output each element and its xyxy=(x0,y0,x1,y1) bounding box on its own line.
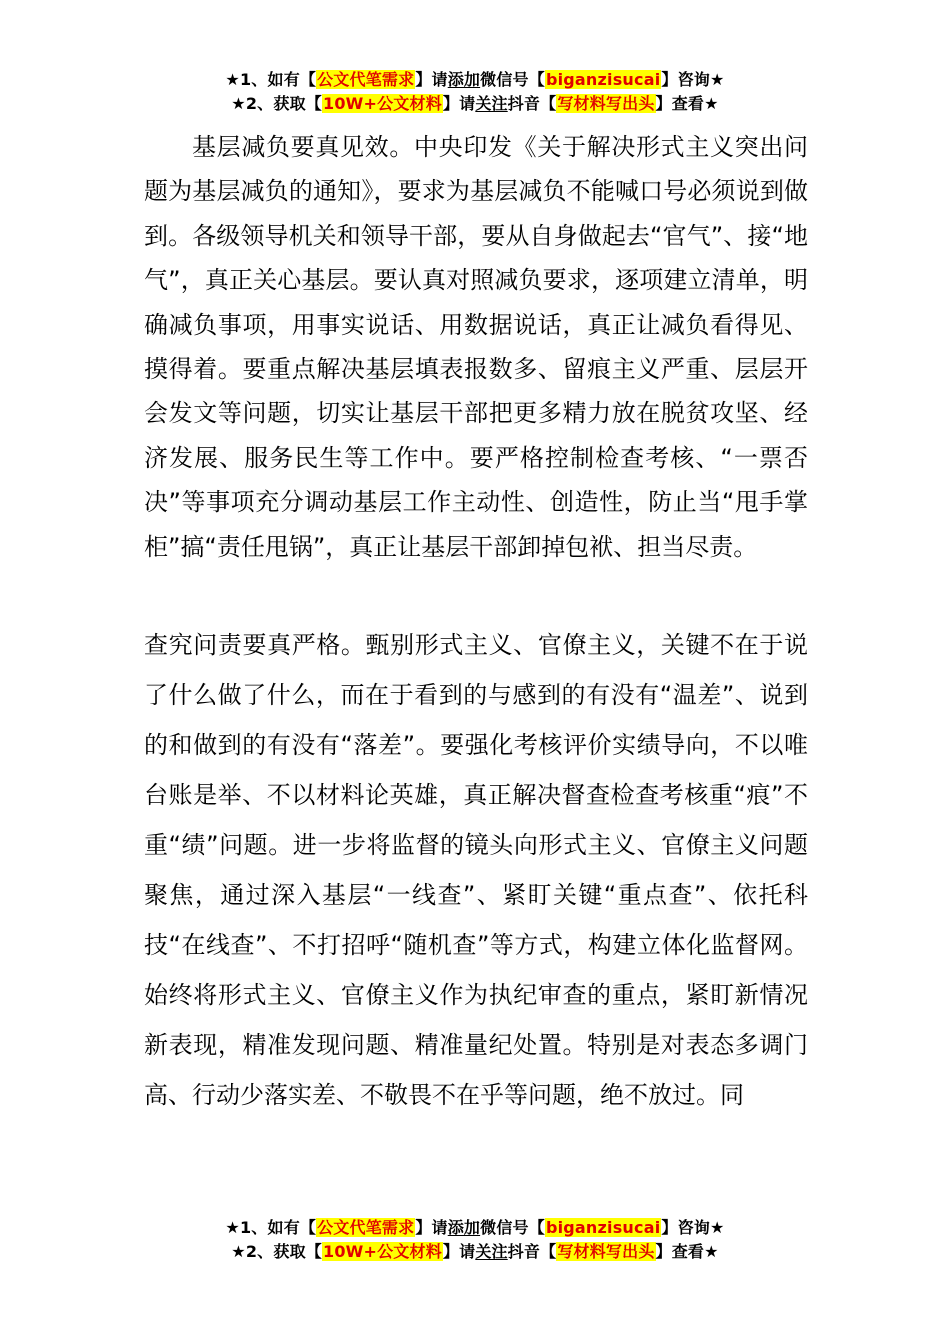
douyin-account-highlight: 写材料写出头 xyxy=(557,94,655,113)
body-paragraph-2: 查究问责要真严格。甄别形式主义、官僚主义，关键不在于说了什么做了什么，而在于看到的与感到的有没有“温差”、说到的和做到的有没有“落差”。要强化考核评价实绩导向，不以唯台账是举、不以材料论英雄，真正解决督查检查考核重“痕”不重“绩”问题。进一步将监督的镜头向形式主义、官僚主义问题聚焦，通过深入基层“一线查”、紧盯关键“重点查”、依托科技“在线查”、不打招呼“随机查”等方式，构建立体化监督网。始终将形式主义、官僚主义作为执纪审查的重点，紧盯新情况新表现，精准发现问题、精准量纪处置。特别是对表态多调门高、行动少落实差、不敬畏不在乎等问题，绝不放过。同 xyxy=(144,631,808,1109)
header-line-1-mid: 】请 xyxy=(415,70,448,89)
header-line-2-suffix: 】查看★ xyxy=(655,94,719,113)
materials-highlight: 10W+公文材料 xyxy=(322,94,442,113)
footer-wechat-id-highlight: biganzisucai xyxy=(545,1218,661,1237)
service-highlight: 公文代笔需求 xyxy=(317,70,415,89)
footer-line-1-underlined: 添加 xyxy=(447,1218,481,1237)
footer-materials-highlight: 10W+公文材料 xyxy=(322,1242,442,1261)
header-line-1 xyxy=(0,68,950,92)
footer-banner xyxy=(0,1216,950,1264)
header-line-2-prefix: ★2、获取【 xyxy=(231,94,322,113)
footer-line-2-suffix: 】查看★ xyxy=(655,1242,719,1261)
footer-line-1-prefix: ★1、如有【 xyxy=(225,1218,317,1237)
header-banner xyxy=(0,68,950,116)
header-line-1-prefix: ★1、如有【 xyxy=(225,70,317,89)
footer-line-2-mid2: 抖音【 xyxy=(507,1242,557,1261)
footer-service-highlight: 公文代笔需求 xyxy=(317,1218,415,1237)
footer-line-1-suffix: 】咨询★ xyxy=(661,1218,725,1237)
header-line-2 xyxy=(0,92,950,116)
header-line-1-mid2: 微信号【 xyxy=(480,70,545,89)
footer-line-2 xyxy=(0,1240,950,1264)
footer-douyin-account-highlight: 写材料写出头 xyxy=(557,1242,655,1261)
header-line-1-underlined: 添加 xyxy=(447,70,481,89)
wechat-id-highlight: biganzisucai xyxy=(545,70,661,89)
footer-line-1-mid: 】请 xyxy=(415,1218,448,1237)
footer-line-1 xyxy=(0,1216,950,1240)
footer-line-1-mid2: 微信号【 xyxy=(480,1218,545,1237)
body-paragraph-1: 基层减负要真见效。中央印发《关于解决形式主义突出问题为基层减负的通知》，要求为基层减负不能喊口号必须说到做到。各级领导机关和领导干部，要从自身做起去“官气”、接“地气”，真正关心基层。要认真对照减负要求，逐项建立清单，明确减负事项，用事实说话、用数据说话，真正让减负看得见、摸得着。要重点解决基层填表报数多、留痕主义严重、层层开会发文等问题，切实让基层干部把更多精力放在脱贫攻坚、经济发展、服务民生等工作中。要严格控制检查考核、“一票否决”等事项充分调动基层工作主动性、创造性，防止当“甩手掌柜”搞“责任甩锅”，真正让基层干部卸掉包袱、担当尽责。 xyxy=(144,133,808,561)
header-line-2-mid: 】请 xyxy=(442,94,476,113)
footer-line-2-prefix: ★2、获取【 xyxy=(231,1242,322,1261)
footer-line-2-mid: 】请 xyxy=(442,1242,476,1261)
header-line-2-mid2: 抖音【 xyxy=(507,94,557,113)
footer-line-2-underlined: 关注 xyxy=(475,1242,508,1261)
header-line-1-suffix: 】咨询★ xyxy=(661,70,725,89)
header-line-2-underlined: 关注 xyxy=(475,94,508,113)
